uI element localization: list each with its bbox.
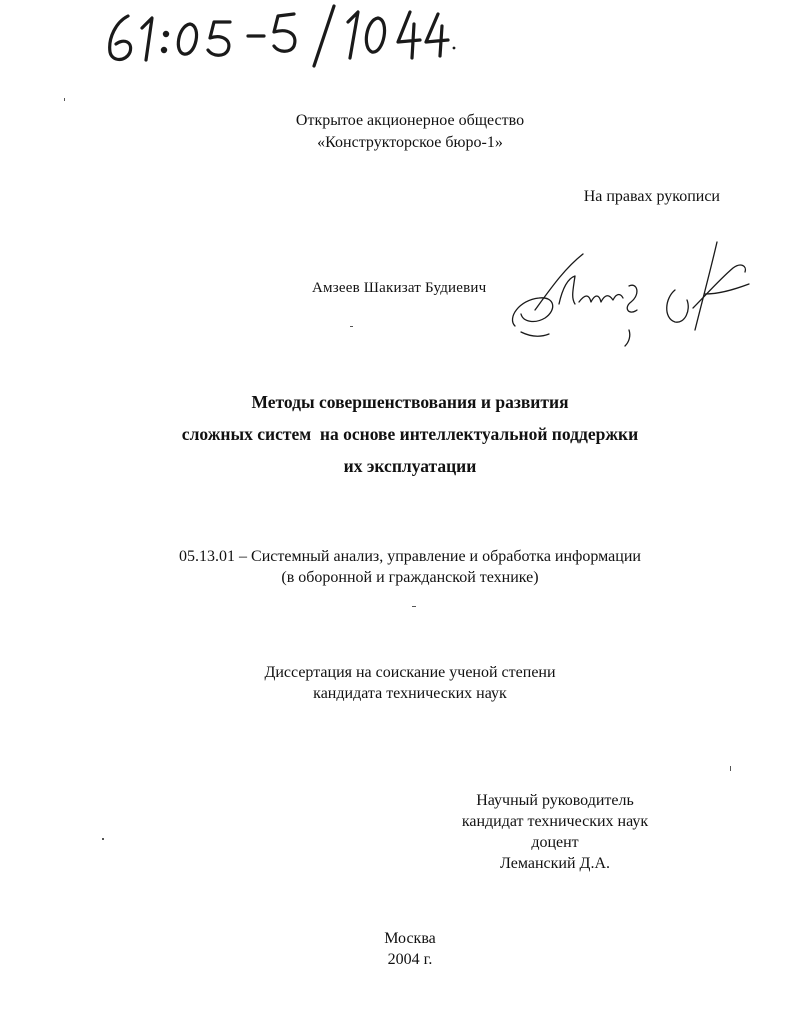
specialty-block — [90, 546, 730, 588]
advisor-role: Научный руководитель — [476, 792, 634, 809]
author-name: Амзеев Шакизат Будиевич — [312, 280, 487, 296]
scan-speck — [350, 326, 353, 327]
scan-speck — [64, 98, 65, 101]
title-line-1: Методы совершенствования и развития — [251, 392, 569, 412]
advisor-block — [420, 790, 690, 874]
scan-speck — [102, 838, 104, 840]
dissertation-line-2: кандидата технических наук — [313, 685, 507, 702]
title-line-2: сложных систем на основе интеллектуальной поддержки — [181, 424, 639, 444]
organization-line-2: «Конструкторское бюро-1» — [317, 134, 503, 151]
organization-line-1: Открытое акционерное общество — [295, 112, 525, 129]
footer-city: Москва — [384, 930, 436, 947]
dissertation-degree-block — [160, 662, 660, 704]
scan-speck — [730, 766, 731, 771]
scan-speck — [412, 606, 416, 607]
footer-year: 2004 г. — [387, 951, 433, 968]
archive-number-handwritten — [98, 4, 458, 68]
author-signature — [505, 238, 755, 348]
dissertation-line-1: Диссертация на соискание ученой степени — [264, 664, 556, 681]
footer-block — [300, 928, 520, 970]
rights-note: На правах рукописи — [583, 188, 720, 205]
dissertation-title — [100, 386, 720, 482]
advisor-degree: кандидат технических наук — [461, 813, 649, 830]
organization-block — [210, 110, 610, 154]
advisor-rank: доцент — [531, 834, 579, 851]
advisor-name: Леманский Д.А. — [500, 855, 610, 872]
specialty-code-line: 05.13.01 – Системный анализ, управление и обработка информации — [179, 548, 641, 565]
specialty-note-line: (в оборонной и гражданской технике) — [281, 569, 539, 586]
title-line-3: их эксплуатации — [343, 456, 477, 476]
